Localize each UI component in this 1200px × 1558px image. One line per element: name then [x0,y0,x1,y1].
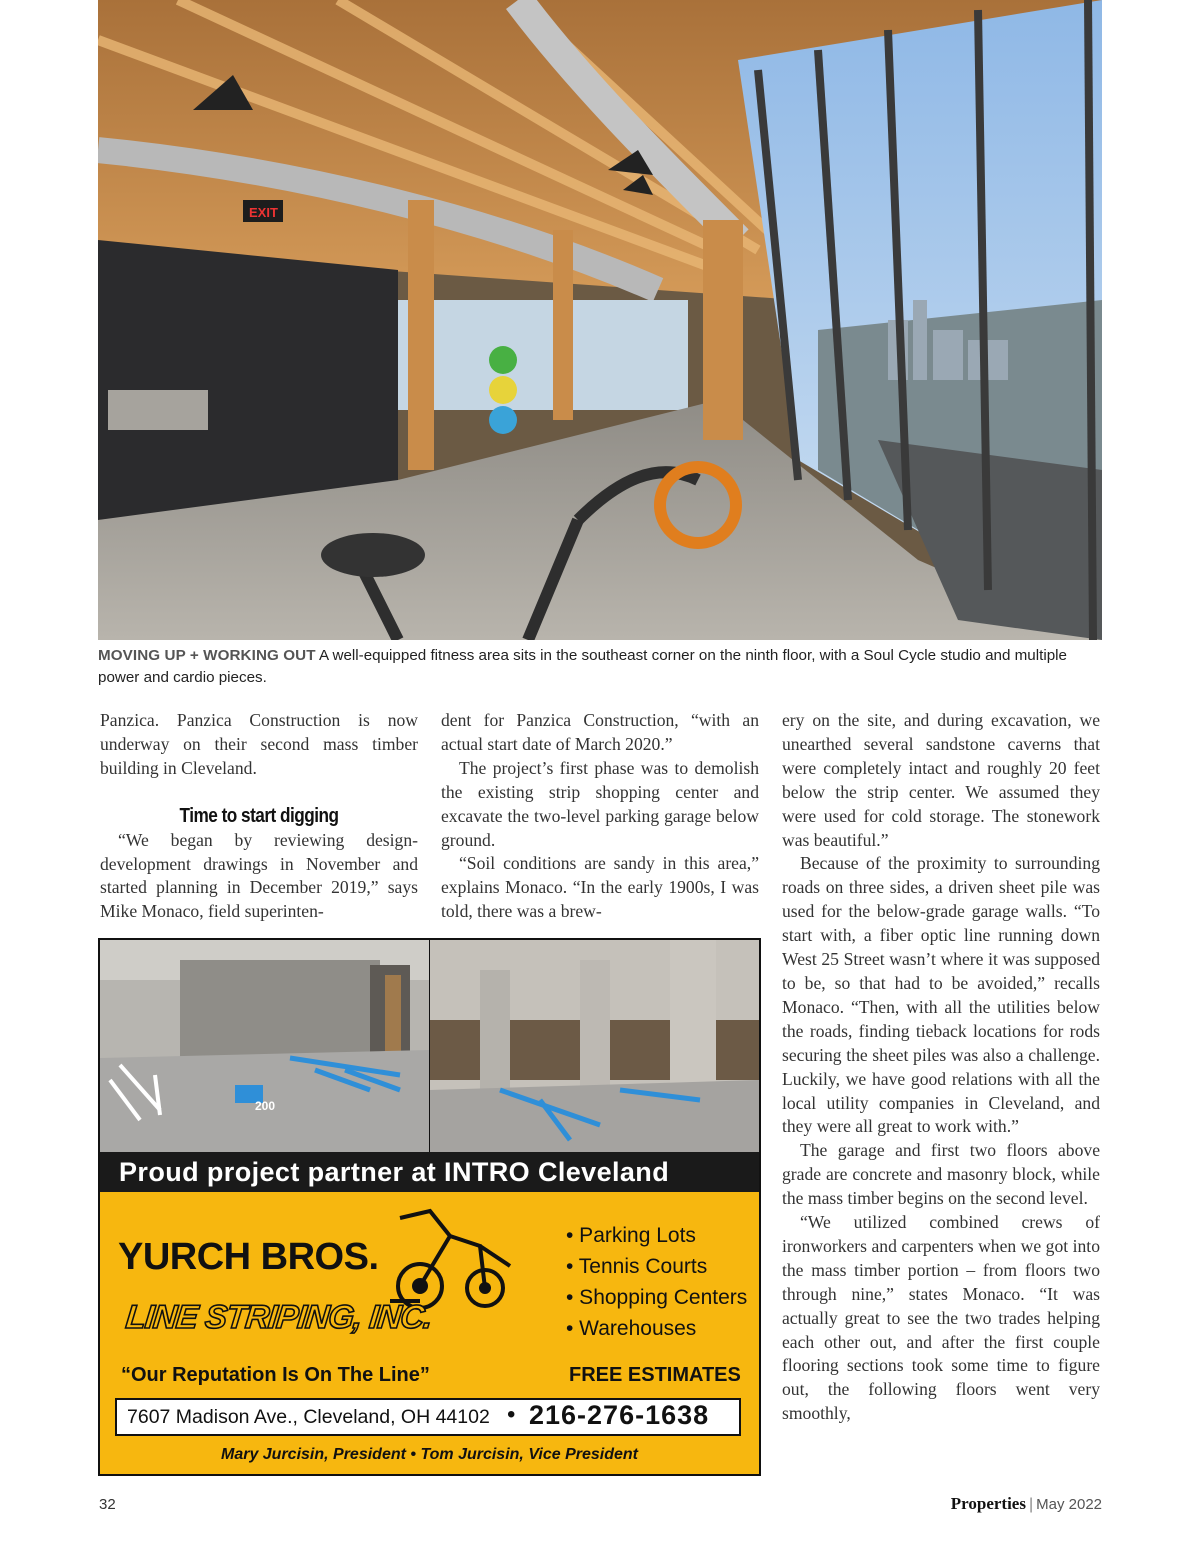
company-subtitle: LINE STRIPING, INC. [124,1298,434,1335]
footer-separator: | [1028,1496,1034,1513]
parking-space-number: 200 [255,1099,276,1113]
issue-date: May 2022 [1036,1496,1102,1513]
company-name: YURCH BROS. [118,1236,379,1278]
contact-box [115,1398,741,1436]
article-paragraph: The project’s first phase was to demolish the existing strip shopping center and excavate the two-level parking garage below ground. [441,757,759,850]
caption-heading: MOVING UP + WORKING OUT [98,647,316,664]
service-item: • Parking Lots [566,1224,696,1247]
article-paragraph: Panzica. Panzica Construction is now underway on their second mass timber building in Cleveland. [100,710,418,778]
article-paragraph: “We utilized combined crews of ironworkers and carpenters when we got into the mass timber portion – from floors two through nine,” states Monaco. “It was actually great to see the two trades helping each other out, and after the first couple flooring sections took some time to figure out, the following floors went very smoothly, [782,1212,1100,1424]
yurch-bros-advertisement [98,938,761,1476]
company-phone: 216-276-1638 [529,1400,710,1430]
parking-garage-photos [100,940,759,1152]
ad-tagline: “Our Reputation Is On The Line” [121,1364,430,1386]
article-paragraph: “Soil conditions are sandy in this area,” explains Monaco. “In the early 1900s, I was told, there was a brew- [441,853,759,922]
section-subhead: Time to start digging [179,804,339,827]
ad-banner: Proud project partner at INTRO Cleveland [100,1152,759,1192]
article-paragraph: ery on the site, and during excavation, we unearthed several sandstone caverns that were completely intact and roughly 20 feet below the strip center. We assumed they were used for cold storage. The stonework was beautiful.” [782,710,1100,850]
article-paragraph: dent for Panzica Construction, “with an actual start date of March 2020.” [441,710,759,754]
service-item: • Tennis Courts [566,1255,708,1278]
photo-caption [98,645,1104,689]
caption-text: A well-equipped fitness area sits in the southeast corner on the ninth floor, with a Soul Cycle studio and multiple power and cardio pieces. [98,647,1067,686]
page-number: 32 [99,1496,116,1513]
article-paragraph: Because of the proximity to surrounding roads on three sides, a driven sheet pile was used for the below-grade garage walls. “To start with, a fiber optic line running down West 25 Street wasn’t where it was supposed to be, so that had to be avoided,” recalls Monaco. “Then, with all the utilities below the roads, finding tieback locations for rods securing the sheet piles was also a challenge. Luckily, we have good relations with all the local utility companies in Cleveland, and they were all great to work with.” [782,853,1100,1137]
article-column-2 [441,709,759,924]
article-paragraph: The garage and first two floors above grade are concrete and masonry block, while the mass timber begins on the second level. [782,1140,1100,1209]
contact-separator: • [507,1401,516,1428]
ad-body [100,1192,759,1476]
services-list [566,1220,747,1344]
exit-sign: EXIT [249,205,278,220]
article-paragraph: “We began by reviewing design-development drawings in November and started planning in December 2019,” says Mike Monaco, field superinten- [100,829,418,922]
publication-name: Properties [950,1494,1026,1513]
publication-footer [951,1494,1102,1514]
company-address: 7607 Madison Ave., Cleveland, OH 44102 [127,1406,490,1428]
company-officers: Mary Jurcisin, President • Tom Jurcisin, Vice President [220,1446,638,1463]
article-column-1 [100,709,418,924]
service-item: • Warehouses [566,1317,697,1340]
free-estimates: FREE ESTIMATES [569,1364,741,1386]
service-item: • Shopping Centers [566,1286,748,1309]
fitness-area-photo [98,0,1102,640]
article-column-3 [782,709,1100,1426]
